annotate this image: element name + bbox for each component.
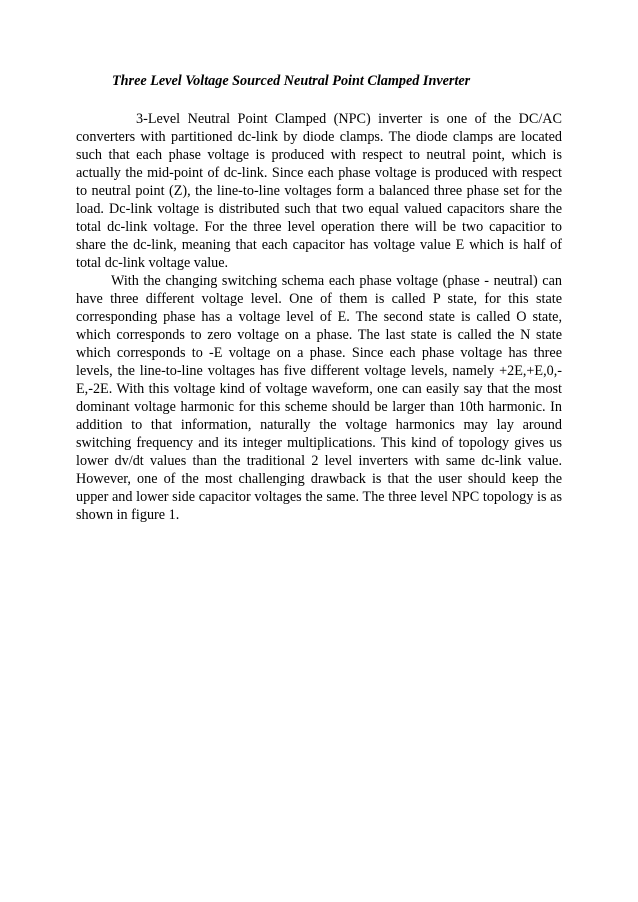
paragraph-npc-introduction: 3-Level Neutral Point Clamped (NPC) inverter is one of the DC/AC converters with partitioned dc-link by diode clamps. The diode clamps are located such that each phase voltage is produced with respect to neutral point, which is actually the mid-point of dc-link. Since each phase voltage is produced with respect to neutral point (Z), the line-to-line voltages form a balanced three phase set for the load. Dc-link voltage is distributed such that two equal valued capacitors share the total dc-link voltage. For the three level operation there will be two capacitior to share the dc-link, meaning that each capacitor has voltage value E which is half of total dc-link voltage value. bbox=[76, 111, 562, 271]
paragraph-switching-states: With the changing switching schema each phase voltage (phase - neutral) can have three different voltage level. One of them is called P state, for this state corresponding phase has a voltage level of E. The second state is called O state, which corresponds to zero voltage on a phase. The last state is called the N state which corresponds to -E voltage on a phase. Since each phase voltage has three levels, the line-to-line voltages has five different voltage levels, namely +2E,+E,0,-E,-2E. With this voltage kind of voltage waveform, one can easily say that the most dominant voltage harmonic for this scheme should be larger than 10th harmonic. In addition to that information, naturally the voltage harmonics may lay around switching frequency and its integer multiplications. This kind of topology gives us lower dv/dt values than the traditional 2 level inverters with same dc-link value. However, one of the most challenging drawback is that the user should keep the upper and lower side capacitor voltages the same. The three level NPC topology is as shown in figure 1. bbox=[76, 273, 562, 523]
document-page bbox=[76, 72, 562, 524]
document-title: Three Level Voltage Sourced Neutral Point Clamped Inverter bbox=[112, 73, 471, 89]
